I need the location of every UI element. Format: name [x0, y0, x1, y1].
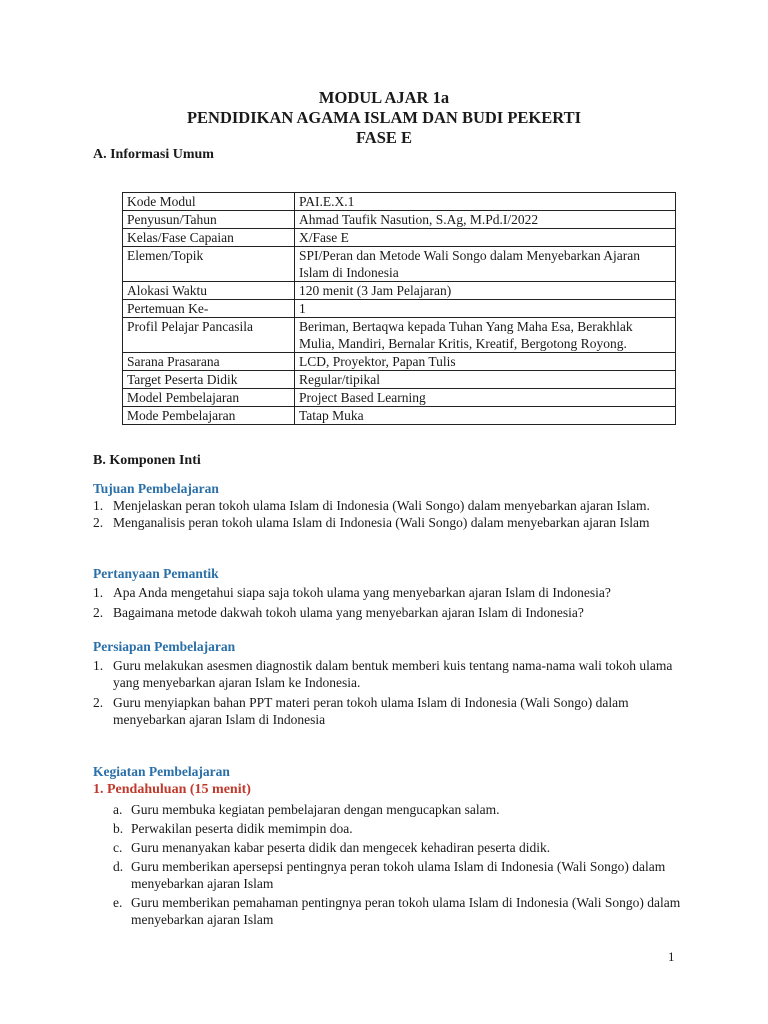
doc-title-line-2: PENDIDIKAN AGAMA ISLAM DAN BUDI PEKERTI	[186, 108, 582, 127]
tujuan-block	[93, 480, 693, 531]
list-item	[93, 820, 693, 837]
list-text: Apa Anda mengetahui siapa saja tokoh ulama yang menyebarkan ajaran Islam di Indonesia?	[113, 585, 611, 600]
table-value: Tatap Muka	[295, 407, 676, 425]
table-row	[123, 193, 676, 211]
table-value: Project Based Learning	[295, 389, 676, 407]
table-key: Kelas/Fase Capaian	[123, 229, 295, 247]
table-key: Elemen/Topik	[123, 247, 295, 282]
list-item	[93, 657, 693, 691]
table-row	[123, 300, 676, 318]
section-a-heading: A. Informasi Umum	[93, 147, 214, 162]
doc-title-line-3: FASE E	[355, 128, 413, 147]
kegiatan-block	[93, 763, 693, 928]
list-text: Guru memberikan pemahaman pentingnya peran tokoh ulama Islam di Indonesia (Wali Songo) dalam menyebarkan ajaran Islam	[131, 895, 681, 927]
list-item	[93, 801, 693, 818]
table-row	[123, 247, 676, 282]
list-text: Bagaimana metode dakwah tokoh ulama yang menyebarkan ajaran Islam di Indonesia?	[113, 605, 584, 620]
table-row	[123, 407, 676, 425]
table-key: Kode Modul	[123, 193, 295, 211]
page-number: 1	[668, 949, 675, 964]
list-text: Guru melakukan asesmen diagnostik dalam bentuk memberi kuis tentang nama-nama wali tokoh ulama yang menyebarkan ajaran Islam ke Indonesia.	[113, 658, 673, 690]
persiapan-heading: Persiapan Pembelajaran	[93, 639, 236, 654]
table-value: 120 menit (3 Jam Pelajaran)	[295, 282, 676, 300]
list-number: 2.	[93, 515, 104, 530]
pertanyaan-block	[93, 565, 693, 621]
table-value: X/Fase E	[295, 229, 676, 247]
info-table	[122, 192, 676, 425]
table-value: LCD, Proyektor, Papan Tulis	[295, 353, 676, 371]
table-row	[123, 371, 676, 389]
pertanyaan-heading: Pertanyaan Pemantik	[93, 566, 219, 581]
table-key: Mode Pembelajaran	[123, 407, 295, 425]
list-item	[93, 604, 693, 621]
list-text: Menganalisis peran tokoh ulama Islam di Indonesia (Wali Songo) dalam menyebarkan ajaran Islam	[113, 515, 650, 530]
table-value: 1	[295, 300, 676, 318]
doc-title-line-1: MODUL AJAR 1a	[318, 88, 450, 107]
list-text: Guru menanyakan kabar peserta didik dan mengecek kehadiran peserta didik.	[131, 840, 551, 855]
list-letter: d.	[113, 859, 124, 874]
section-b-heading: B. Komponen Inti	[93, 453, 201, 468]
list-number: 1.	[93, 498, 104, 513]
list-letter: c.	[113, 840, 123, 855]
list-item	[93, 584, 693, 601]
tujuan-heading: Tujuan Pembelajaran	[93, 481, 219, 496]
list-text: Guru menyiapkan bahan PPT materi peran tokoh ulama Islam di Indonesia (Wali Songo) dalam menyebarkan ajaran Islam di Indonesia	[113, 695, 629, 727]
table-value: Beriman, Bertaqwa kepada Tuhan Yang Maha Esa, Berakhlak Mulia, Mandiri, Bernalar Kritis, Kreatif, Bergotong Royong.	[295, 318, 676, 353]
table-key: Pertemuan Ke-	[123, 300, 295, 318]
table-value: SPI/Peran dan Metode Wali Songo dalam Menyebarkan Ajaran Islam di Indonesia	[295, 247, 676, 282]
table-row	[123, 318, 676, 353]
list-text: Guru memberikan apersepsi pentingnya peran tokoh ulama Islam di Indonesia (Wali Songo) dalam menyebarkan ajaran Islam	[131, 859, 666, 891]
list-item	[93, 894, 693, 928]
list-text: Guru membuka kegiatan pembelajaran dengan mengucapkan salam.	[131, 802, 500, 817]
list-text: Menjelaskan peran tokoh ulama Islam di Indonesia (Wali Songo) dalam menyebarkan ajaran Islam.	[113, 498, 650, 513]
table-key: Profil Pelajar Pancasila	[123, 318, 295, 353]
table-row	[123, 229, 676, 247]
list-text: Perwakilan peserta didik memimpin doa.	[131, 821, 353, 836]
list-number: 1.	[93, 585, 104, 600]
list-number: 1.	[93, 658, 104, 673]
list-item	[93, 839, 693, 856]
list-item	[93, 694, 693, 728]
pendahuluan-heading: 1. Pendahuluan (15 menit)	[93, 782, 251, 797]
table-key: Sarana Prasarana	[123, 353, 295, 371]
table-row	[123, 211, 676, 229]
persiapan-block	[93, 638, 693, 728]
list-item	[93, 514, 693, 531]
list-letter: b.	[113, 821, 124, 836]
table-key: Penyusun/Tahun	[123, 211, 295, 229]
list-item	[93, 497, 693, 514]
list-letter: a.	[113, 802, 123, 817]
table-value: Regular/tipikal	[295, 371, 676, 389]
table-value: Ahmad Taufik Nasution, S.Ag, M.Pd.I/2022	[295, 211, 676, 229]
list-item	[93, 858, 693, 892]
table-row	[123, 389, 676, 407]
kegiatan-heading: Kegiatan Pembelajaran	[93, 764, 230, 779]
table-key: Model Pembelajaran	[123, 389, 295, 407]
list-letter: e.	[113, 895, 123, 910]
list-number: 2.	[93, 695, 104, 710]
table-row	[123, 353, 676, 371]
table-row	[123, 282, 676, 300]
table-key: Target Peserta Didik	[123, 371, 295, 389]
table-key: Alokasi Waktu	[123, 282, 295, 300]
table-value: PAI.E.X.1	[295, 193, 676, 211]
list-number: 2.	[93, 605, 104, 620]
